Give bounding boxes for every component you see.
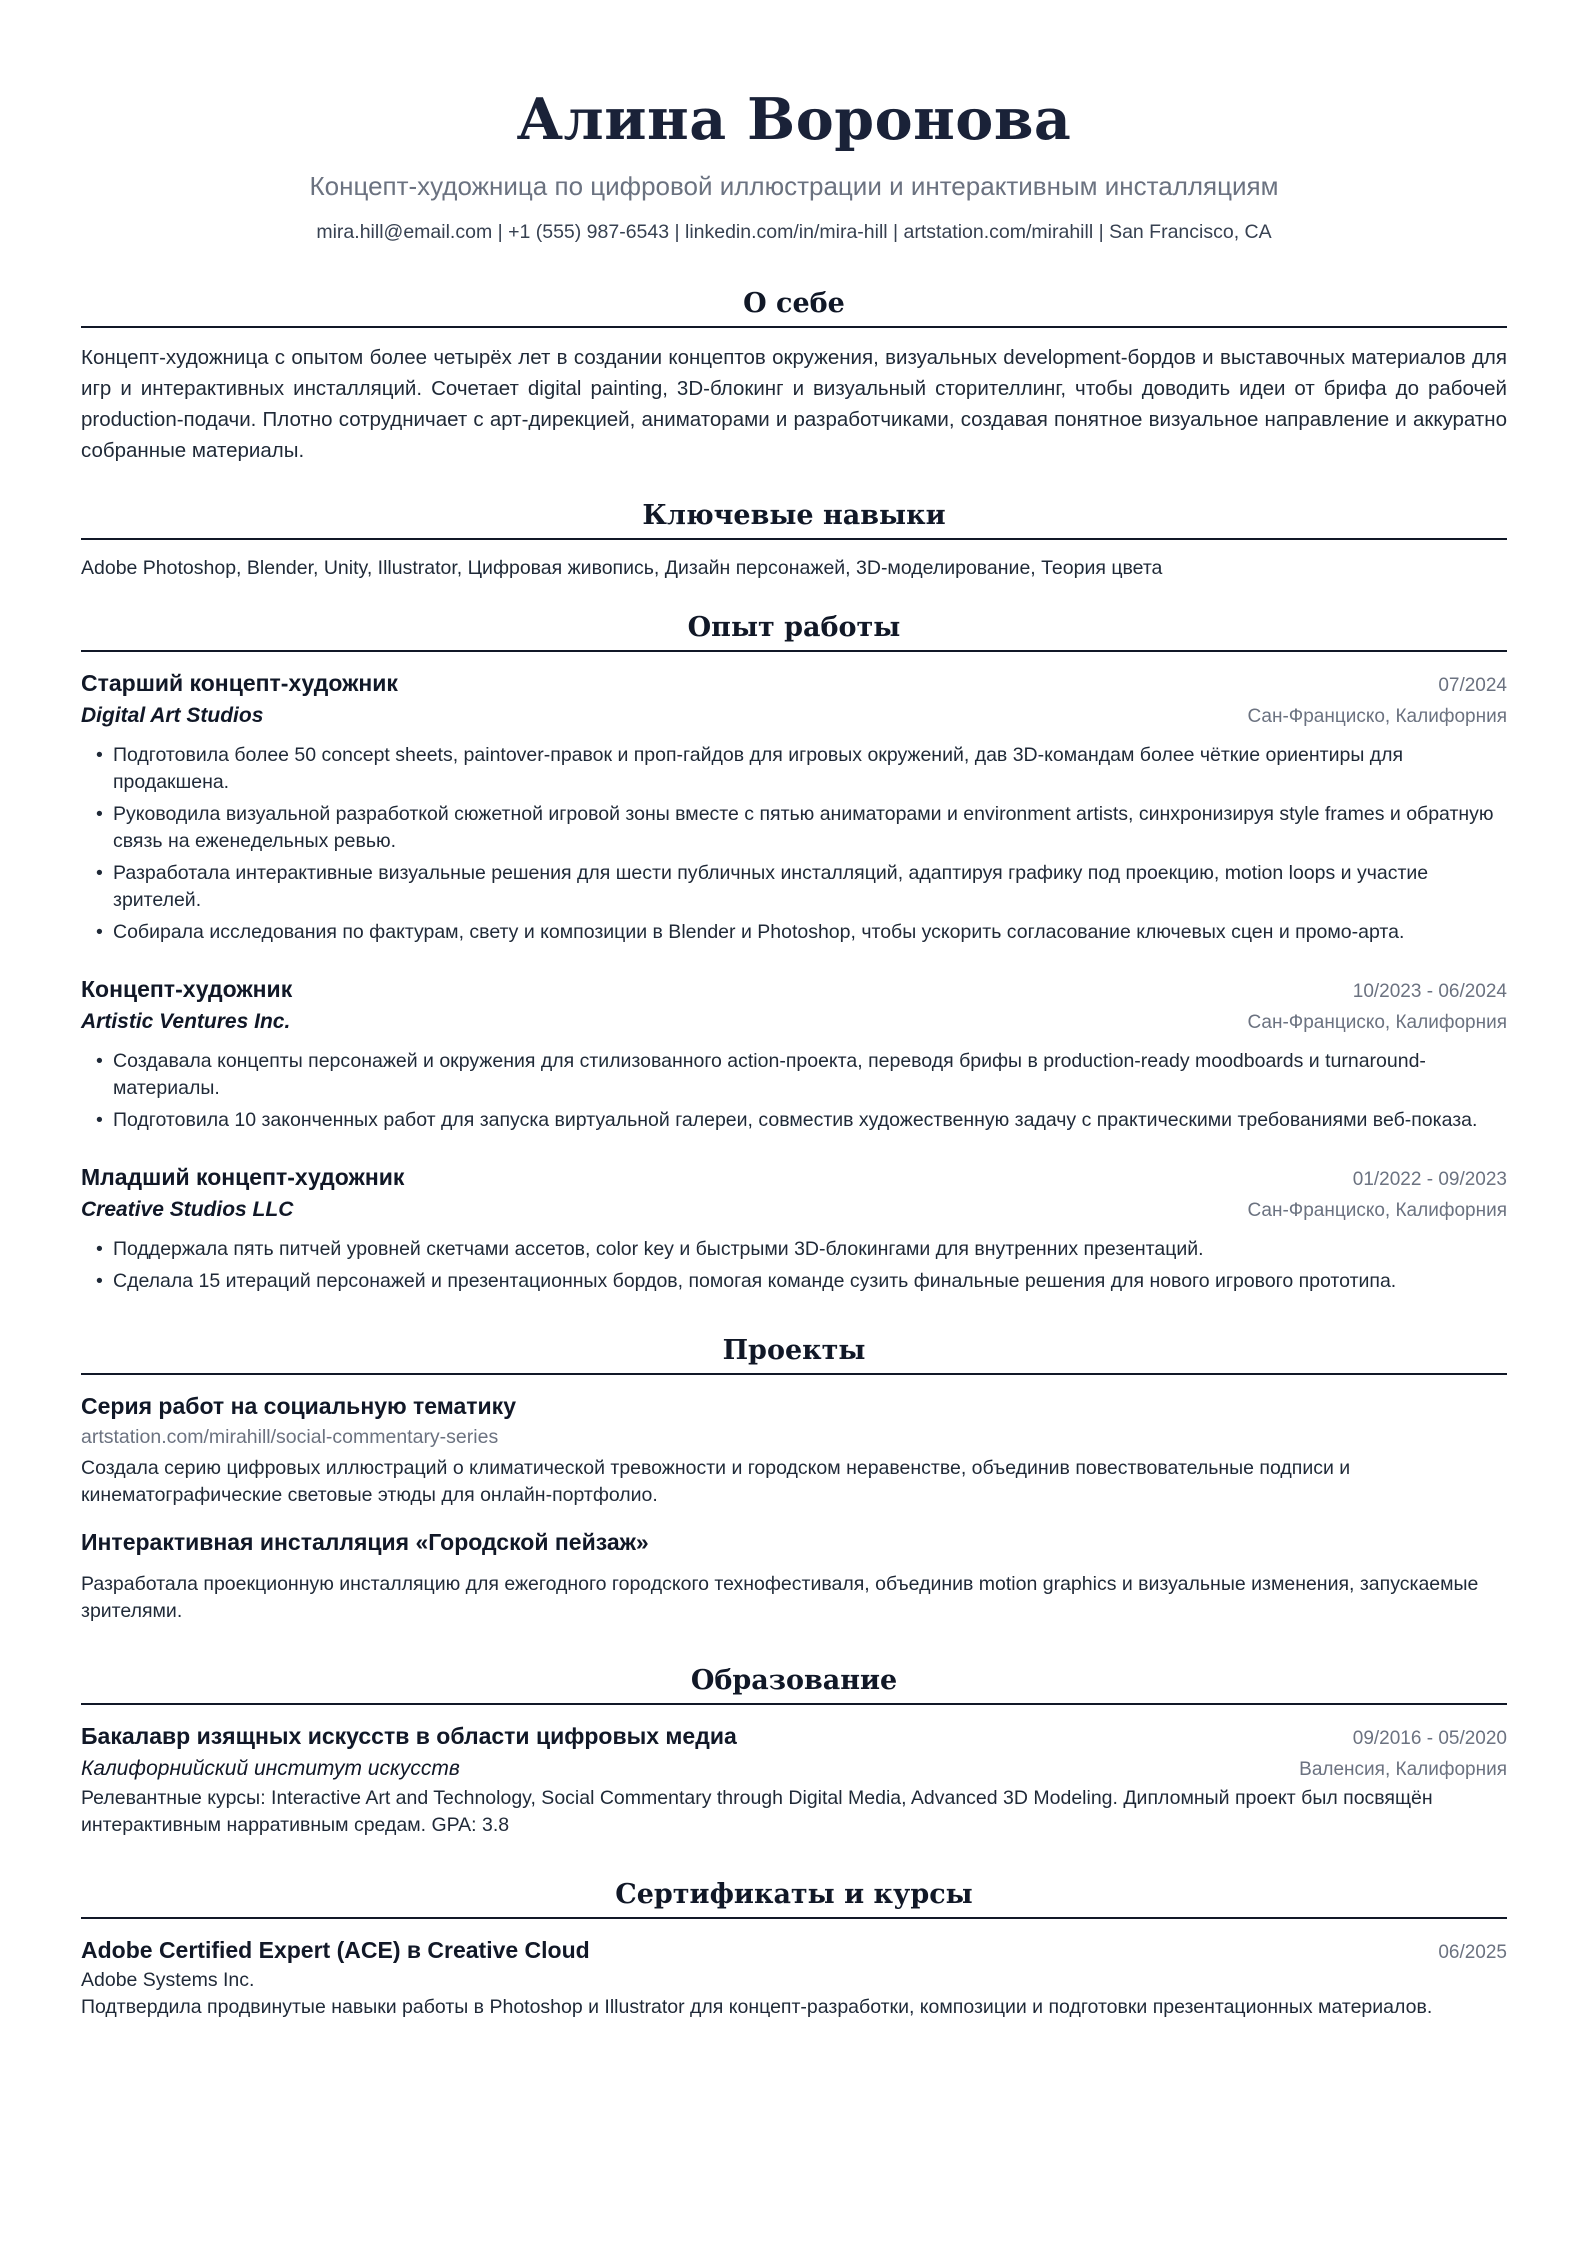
certificate-name: Adobe Certified Expert (ACE) в Creative Cloud (81, 1937, 590, 1963)
experience-section (81, 608, 1507, 1295)
certificates-title: Сертификаты и курсы (81, 1875, 1507, 1919)
education-title: Образование (81, 1661, 1507, 1705)
project-description: Создала серию цифровых иллюстраций о климатической тревожности и городском неравенстве, объединив повествовательные подписи и кинематографические световые этюды для онлайн-портфолио. (81, 1457, 1351, 1506)
job-subheader (81, 1194, 1507, 1226)
job-bullet: • Создавала концепты персонажей и окружения для стилизованного action-проекта, переводя брифы в production-ready moodboards и turnaround-материалы. (113, 1048, 1507, 1102)
project-link[interactable]: artstation.com/mirahill/social-commentary-series (81, 1426, 499, 1448)
skills-title: Ключевые навыки (81, 496, 1507, 540)
certificate-description: Подтвердила продвинутые навыки работы в Photoshop и Illustrator для концепт-разработки, композиции и подготовки презентационных материалов. (81, 1996, 1433, 2018)
job-bullets (81, 1236, 1507, 1295)
summary-text: Концепт-художница с опытом более четырёх лет в создании концептов окружения, визуальных development-бордов и выставочных материалов для игр и интерактивных инсталляций. Сочетает digital painting, 3D-блокинг и визуальный сторителлинг, чтобы доводить идеи от брифа до рабочей production-подачи. Плотно сотрудничает с арт-дирекцией, аниматорами и разработчиками, создавая понятное визуальное направление и аккуратно собранные материалы. (81, 346, 1507, 462)
job-header (81, 972, 1507, 1006)
project-entry (81, 1389, 1507, 1509)
job-location: Сан-Франциско, Калифорния (1247, 1200, 1507, 1221)
job-entry (81, 1160, 1507, 1295)
job-bullet: • Руководила визуальной разработкой сюжетной игровой зоны вместе с пятью аниматорами и environment artists, синхронизируя style frames и обратную связь на еженедельных ревью. (113, 801, 1507, 855)
candidate-subtitle: Концепт-художница по цифровой иллюстрации и интерактивным инсталляциям (309, 171, 1279, 201)
education-subheader (81, 1753, 1507, 1785)
job-subheader (81, 700, 1507, 732)
project-description: Разработала проекционную инсталляцию для ежегодного городского технофестиваля, объединив motion graphics и визуальные изменения, запускаемые зрителями. (81, 1573, 1479, 1622)
summary-section (81, 284, 1507, 466)
contact-line: mira.hill@email.com | +1 (555) 987-6543 | linkedin.com/in/mira-hill | artstation.com/mirahill | San Francisco, CA (316, 221, 1272, 243)
job-date: 01/2022 - 09/2023 (1352, 1169, 1507, 1190)
job-bullets (81, 1048, 1507, 1134)
project-name: Интерактивная инсталляция «Городской пейзаж» (81, 1529, 649, 1555)
job-bullet: • Сделала 15 итераций персонажей и презентационных бордов, помогая команде сузить финальные решения для нового игрового прототипа. (113, 1268, 1507, 1295)
job-bullets (81, 742, 1507, 946)
education-header (81, 1719, 1507, 1753)
certificates-section (81, 1875, 1507, 2021)
projects-title: Проекты (81, 1331, 1507, 1375)
job-company: Digital Art Studios (81, 704, 264, 727)
job-role: Концепт-художник (81, 976, 293, 1002)
projects-section (81, 1331, 1507, 1625)
job-role: Младший концепт-художник (81, 1164, 405, 1190)
job-subheader (81, 1006, 1507, 1038)
experience-title: Опыт работы (81, 608, 1507, 652)
education-location: Валенсия, Калифорния (1299, 1759, 1507, 1780)
education-section (81, 1661, 1507, 1839)
job-entry (81, 666, 1507, 946)
project-name: Серия работ на социальную тематику (81, 1393, 516, 1419)
certificate-header (81, 1933, 1507, 1967)
certificate-date: 06/2025 (1438, 1942, 1507, 1963)
job-date: 10/2023 - 06/2024 (1352, 981, 1507, 1002)
skills-section (81, 496, 1507, 582)
job-company: Creative Studios LLC (81, 1198, 294, 1221)
skills-text: Adobe Photoshop, Blender, Unity, Illustrator, Цифровая живопись, Дизайн персонажей, 3D-моделирование, Теория цвета (81, 557, 1163, 579)
job-entry (81, 972, 1507, 1134)
job-header (81, 1160, 1507, 1194)
job-location: Сан-Франциско, Калифорния (1247, 706, 1507, 727)
job-bullet: • Разработала интерактивные визуальные решения для шести публичных инсталляций, адаптируя графику под проекцию, motion loops и участие зрителей. (113, 860, 1507, 914)
job-role: Старший концепт-художник (81, 670, 398, 696)
certificate-issuer: Adobe Systems Inc. (81, 1969, 255, 1991)
job-date: 07/2024 (1438, 675, 1507, 696)
education-entry (81, 1719, 1507, 1839)
education-details: Релевантные курсы: Interactive Art and Technology, Social Commentary through Digital Media, Advanced 3D Modeling. Дипломный проект был посвящён интерактивным нарративным средам. GPA: 3.8 (81, 1787, 1433, 1836)
job-location: Сан-Франциско, Калифорния (1247, 1012, 1507, 1033)
job-company: Artistic Ventures Inc. (81, 1010, 291, 1033)
education-school: Калифорнийский институт искусств (81, 1757, 460, 1780)
job-bullet: • Подготовила 10 законченных работ для запуска виртуальной галереи, совместив художественную задачу с практическими требованиями веб-показа. (113, 1107, 1507, 1134)
job-bullet: • Собирала исследования по фактурам, свету и композиции в Blender и Photoshop, чтобы ускорить согласование ключевых сцен и промо-арта. (113, 919, 1507, 946)
education-date: 09/2016 - 05/2020 (1352, 1728, 1507, 1749)
certificate-entry (81, 1933, 1507, 2021)
candidate-name: Алина Воронова (516, 86, 1072, 153)
project-entry (81, 1525, 1507, 1625)
summary-title: О себе (81, 284, 1507, 328)
job-bullet: • Поддержала пять питчей уровней скетчами ассетов, color key и быстрыми 3D-блокингами для внутренних презентаций. (113, 1236, 1507, 1263)
resume-header (81, 78, 1507, 246)
job-bullet: • Подготовила более 50 concept sheets, paintover-правок и проп-гайдов для игровых окружений, дав 3D-командам более чёткие ориентиры для продакшена. (113, 742, 1507, 796)
education-degree: Бакалавр изящных искусств в области цифровых медиа (81, 1723, 737, 1749)
job-header (81, 666, 1507, 700)
